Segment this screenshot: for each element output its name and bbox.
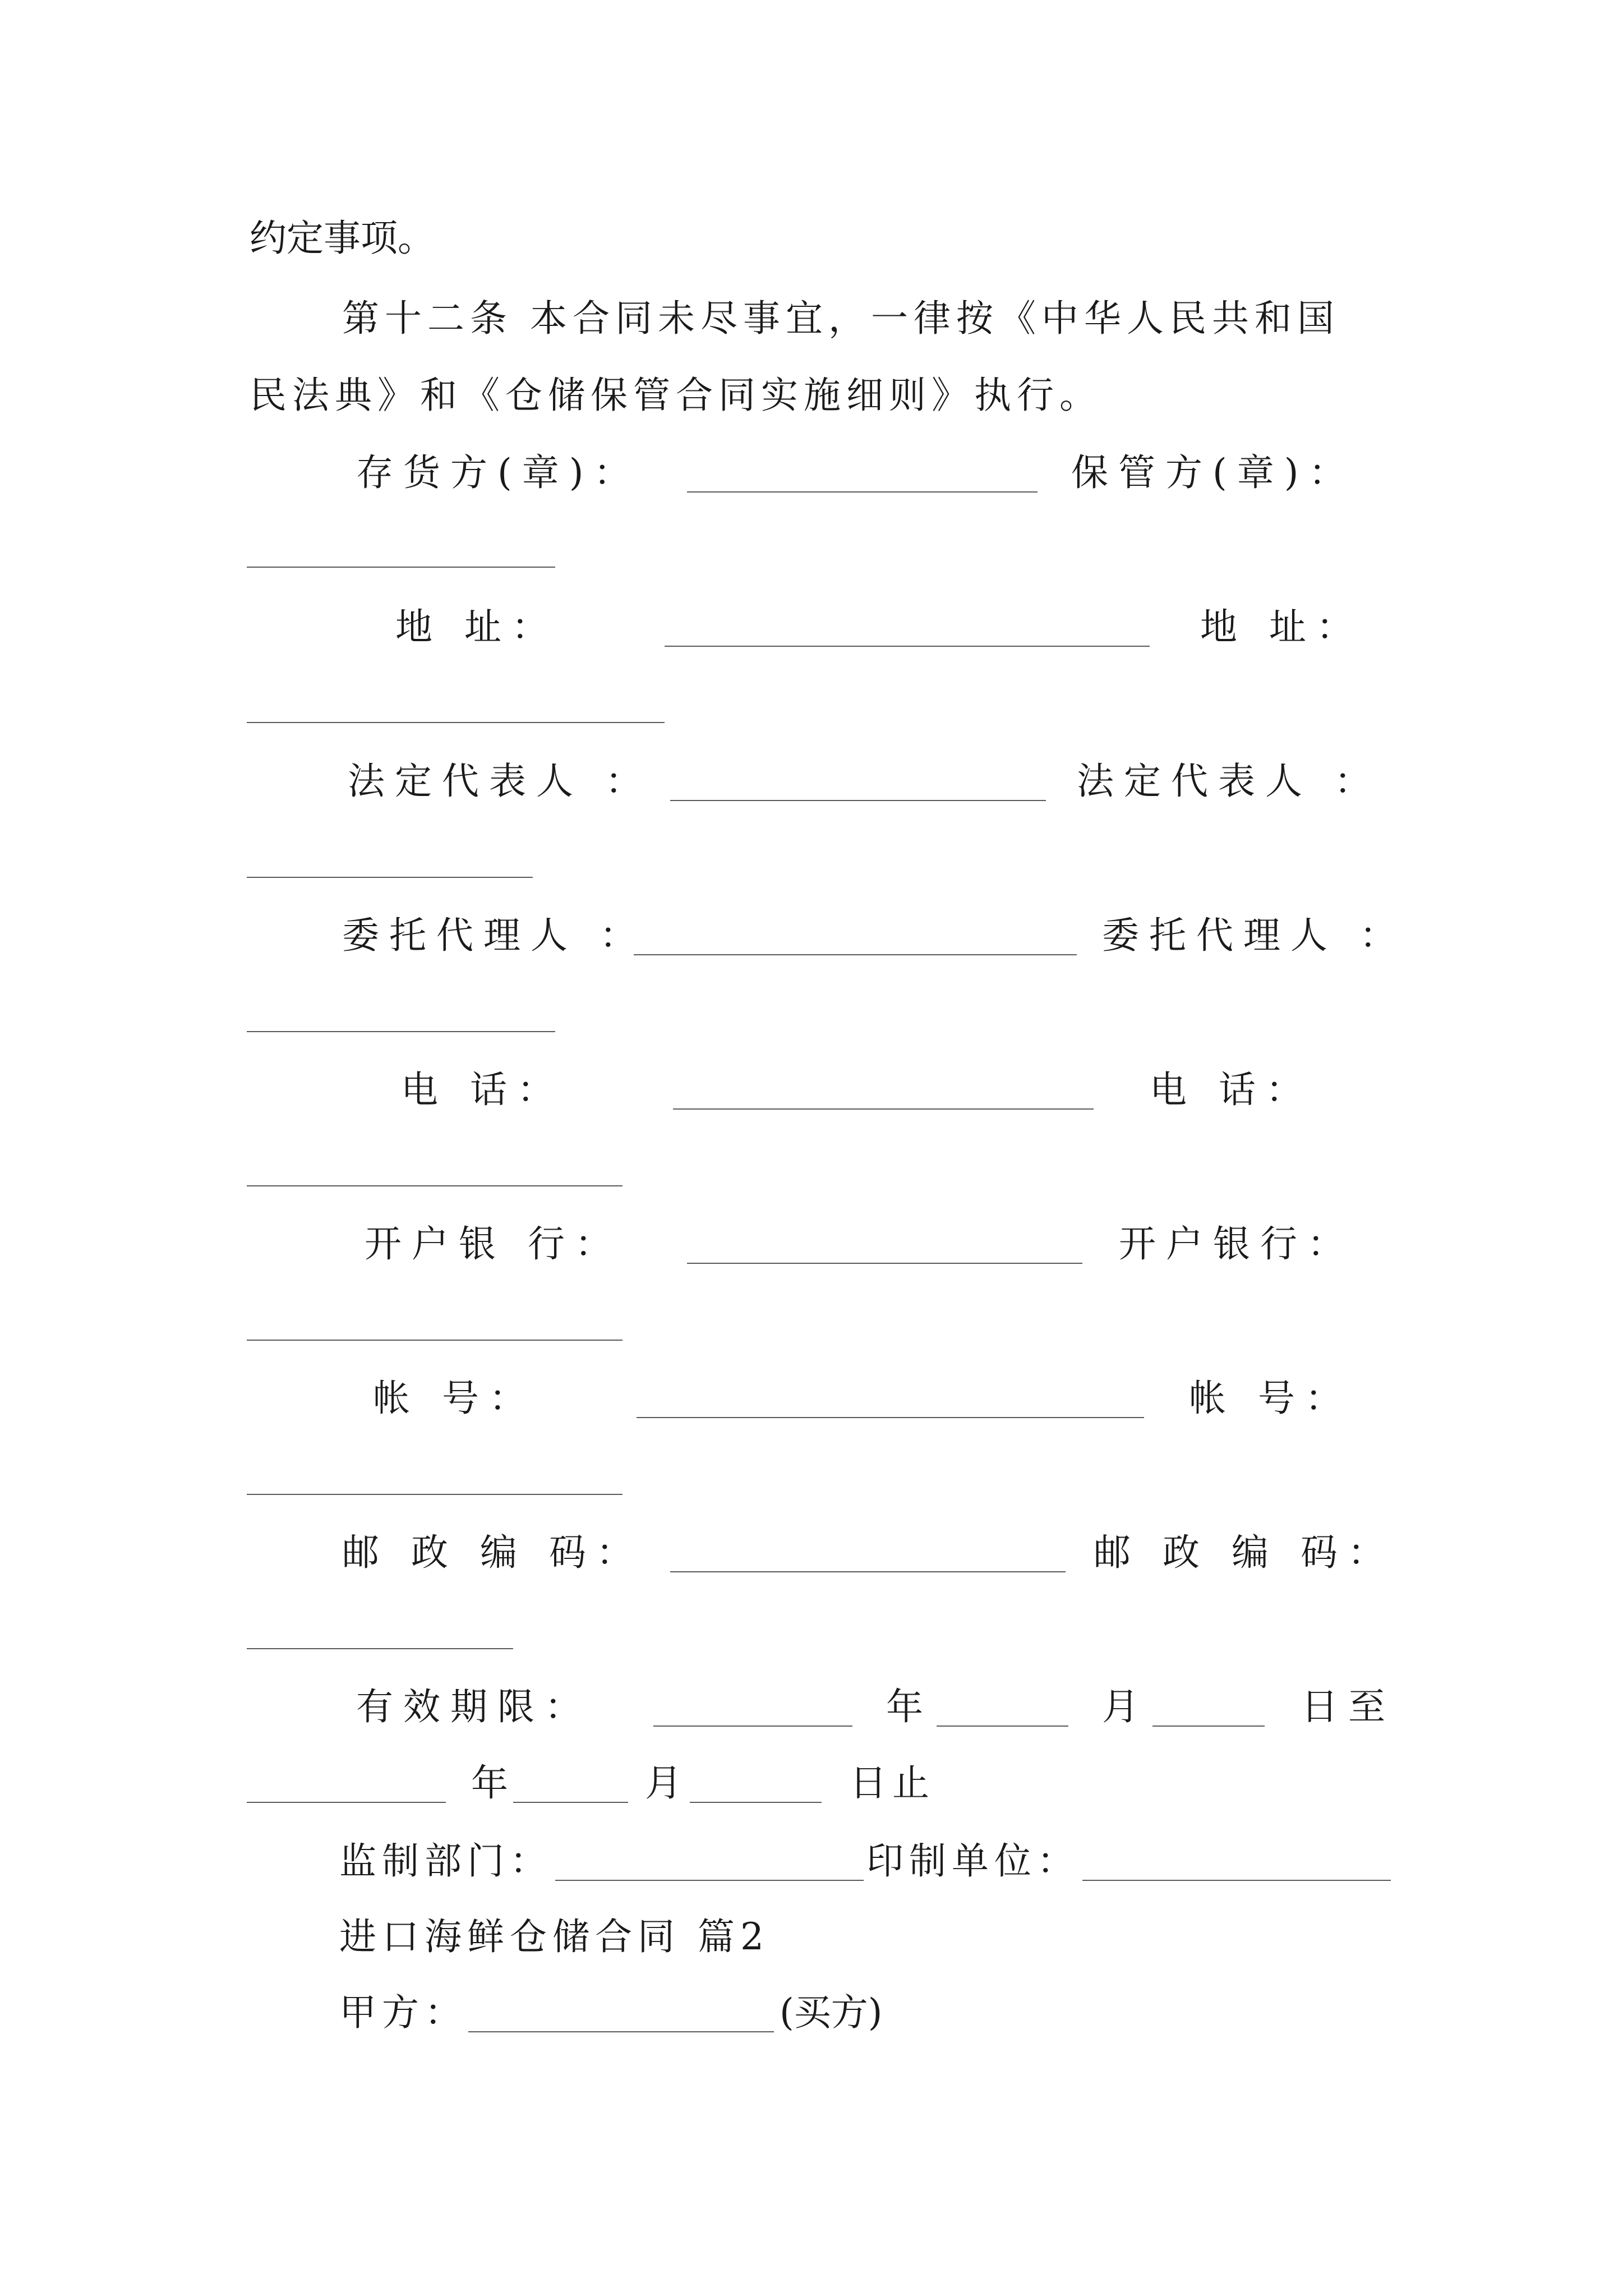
supervision-blank[interactable] [555,1880,864,1881]
depositor-seal-blank[interactable] [687,491,1038,493]
keeper-bank-blank[interactable] [247,1340,623,1341]
validity-start-month-unit: 月 [1102,1685,1139,1728]
keeper-account-blank[interactable] [247,1494,623,1495]
party-a-role: (买方) [780,1991,883,2034]
keeper-phone-label: 电 话： [1150,1068,1313,1111]
keeper-address-label: 地 址： [1200,605,1363,648]
keeper-seal-label: 保管方(章)： [1071,451,1356,494]
depositor-phone-label: 电 话： [401,1068,564,1111]
depositor-bank-blank[interactable] [687,1263,1082,1264]
validity-end-month-unit: 月 [645,1761,682,1805]
depositor-postcode-label: 邮 政 编 码： [342,1531,643,1574]
depositor-rep-label: 法定代表人 ： [348,760,652,803]
validity-end-year-blank[interactable] [247,1802,446,1803]
article-12-line-1: 第十二条 本合同未尽事宜，一律按《中华人民共和国 [342,297,1340,340]
depositor-agent-label: 委托代理人 ： [342,914,647,957]
keeper-agent-label: 委托代理人 ： [1102,914,1407,957]
article-12-line-2: 民法典》和《仓储保管合同实施细则》执行。 [250,374,1102,417]
depositor-address-label: 地 址： [395,605,559,648]
printing-blank[interactable] [1082,1880,1391,1881]
depositor-rep-blank[interactable] [670,800,1046,801]
validity-start-day-blank[interactable] [1152,1726,1265,1727]
section-heading-2: 进口海鲜仓储合同 篇2 [339,1915,769,1958]
validity-day-to: 日至 [1301,1685,1395,1728]
depositor-account-label: 帐 号： [373,1377,536,1420]
validity-end-day-blank[interactable] [690,1802,822,1803]
keeper-address-blank[interactable] [247,722,665,723]
keeper-rep-blank[interactable] [247,877,533,878]
depositor-address-blank[interactable] [665,646,1150,647]
validity-end-year-unit: 年 [471,1761,508,1805]
supervision-label: 监制部门： [339,1839,552,1883]
keeper-bank-label: 开户银行： [1119,1222,1354,1266]
depositor-phone-blank[interactable] [673,1108,1094,1110]
validity-start-year-blank[interactable] [653,1726,852,1727]
party-a-label: 甲方： [339,1991,467,2034]
keeper-postcode-label: 邮 政 编 码： [1094,1531,1395,1574]
keeper-rep-label: 法定代表人 ： [1077,760,1381,803]
validity-start-year-unit: 年 [886,1685,923,1728]
depositor-postcode-blank[interactable] [670,1571,1066,1572]
keeper-phone-blank[interactable] [247,1185,623,1186]
depositor-seal-label: 存货方(章)： [356,451,641,494]
printing-label: 印制单位： [866,1839,1080,1883]
keeper-account-label: 帐 号： [1189,1377,1352,1420]
keeper-agent-blank[interactable] [247,1031,555,1032]
keeper-postcode-blank[interactable] [247,1648,513,1649]
depositor-account-blank[interactable] [637,1417,1144,1418]
party-a-blank[interactable] [468,2031,774,2032]
validity-start-month-blank[interactable] [937,1726,1068,1727]
validity-day-end: 日止 [850,1761,935,1805]
validity-label: 有效期限： [356,1685,592,1728]
keeper-seal-blank[interactable] [247,567,555,568]
depositor-agent-blank[interactable] [634,954,1077,955]
validity-end-month-blank[interactable] [513,1802,628,1803]
depositor-bank-label: 开户银 行： [365,1222,622,1266]
paragraph-end: 约定事项。 [250,217,435,260]
